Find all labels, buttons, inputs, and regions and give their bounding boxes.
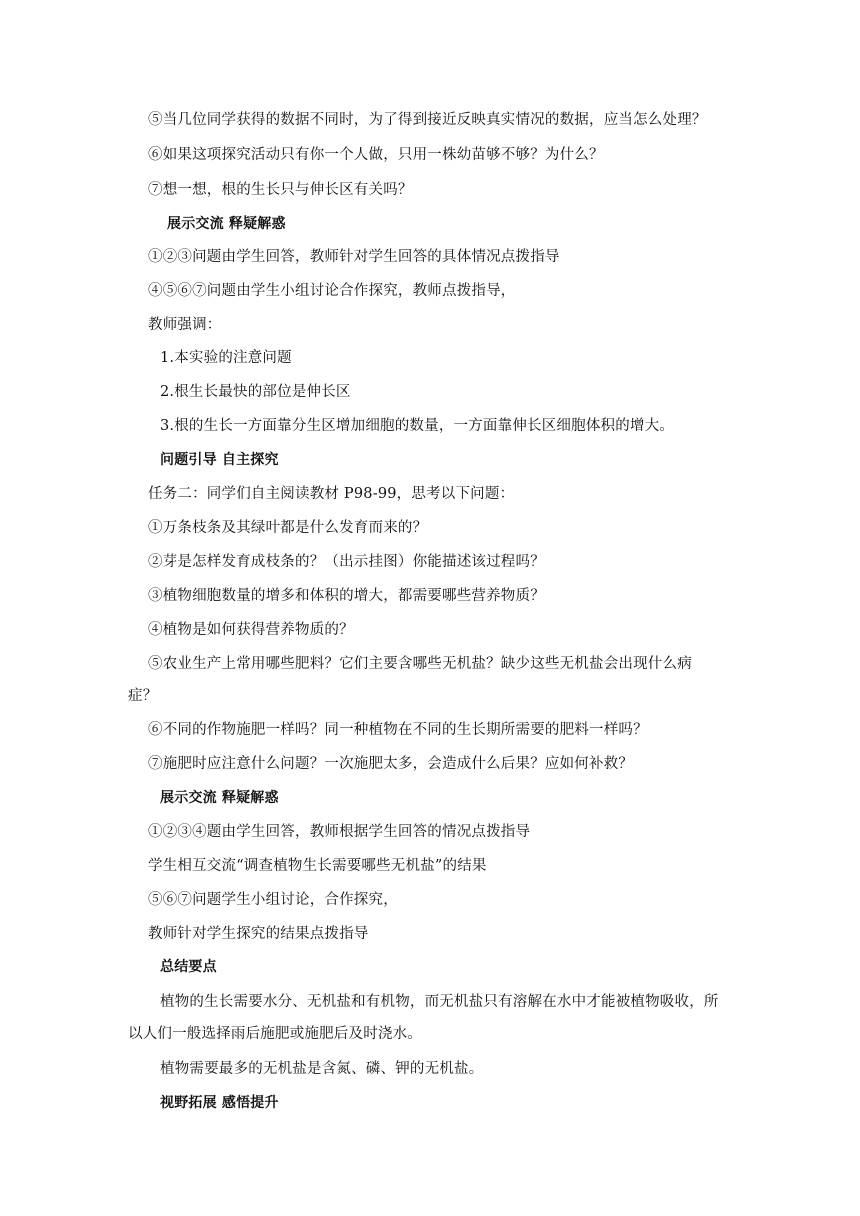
paragraph-answer-1-3: ①②③问题由学生回答，教师针对学生回答的具体情况点拨指导	[148, 249, 560, 265]
paragraph-teacher-emphasis: 教师强调：	[148, 317, 222, 333]
paragraph-task-question-7: ⑦施肥时应注意什么问题？一次施肥太多，会造成什么后果？应如何补救？	[148, 756, 634, 772]
paragraph-summary-1-cont: 以人们一般选择雨后施肥或施肥后及时浇水。	[128, 1026, 422, 1042]
section-heading-display-exchange-2: 展示交流 释疑解惑	[160, 790, 279, 806]
paragraph-answer-5-7: ⑤⑥⑦问题学生小组讨论，合作探究，	[148, 892, 398, 908]
section-heading-vision-expand: 视野拓展 感悟提升	[160, 1095, 279, 1111]
paragraph-teacher-guide: 教师针对学生探究的结果点拨指导	[148, 926, 369, 942]
section-heading-problem-guide: 问题引导 自主探究	[160, 452, 279, 468]
paragraph-exchange-survey: 学生相互交流“调查植物生长需要哪些无机盐”的结果	[148, 858, 487, 874]
paragraph-task-2: 任务二：同学们自主阅读教材 P98-99，思考以下问题：	[148, 486, 515, 502]
paragraph-question-6: ⑥如果这项探究活动只有你一个人做，只用一株幼苗够不够？为什么？	[148, 147, 604, 163]
paragraph-task-question-2: ②芽是怎样发育成枝条的？（出示挂图）你能描述该过程吗？	[148, 554, 545, 570]
paragraph-question-7: ⑦想一想，根的生长只与伸长区有关吗？	[148, 182, 413, 198]
list-item-1: 1.本实验的注意问题	[160, 350, 292, 366]
paragraph-question-5: ⑤当几位同学获得的数据不同时，为了得到接近反映真实情况的数据，应当怎么处理？	[148, 112, 707, 128]
paragraph-task-question-6: ⑥不同的作物施肥一样吗？同一种植物在不同的生长期所需要的肥料一样吗？	[148, 722, 648, 738]
section-heading-summary: 总结要点	[160, 959, 217, 975]
paragraph-task-question-5: ⑤农业生产上常用哪些肥料？它们主要含哪些无机盐？缺少这些无机盐会出现什么病	[148, 656, 692, 672]
list-item-3: 3.根的生长一方面靠分生区增加细胞的数量，一方面靠伸长区细胞体积的增大。	[160, 418, 675, 434]
paragraph-task-question-3: ③植物细胞数量的增多和体积的增大，都需要哪些营养物质？	[148, 588, 545, 604]
paragraph-answer-4-7: ④⑤⑥⑦问题由学生小组讨论合作探究，教师点拨指导，	[148, 283, 516, 299]
section-heading-display-exchange: 展示交流 释疑解惑	[167, 216, 286, 232]
paragraph-answer-1-4: ①②③④题由学生回答，教师根据学生回答的情况点拨指导	[148, 824, 531, 840]
paragraph-task-question-1: ①万条枝条及其绿叶都是什么发育而来的？	[148, 520, 428, 536]
list-item-2: 2.根生长最快的部位是伸长区	[160, 384, 351, 400]
paragraph-task-question-4: ④植物是如何获得营养物质的？	[148, 622, 354, 638]
paragraph-summary-2: 植物需要最多的无机盐是含氮、磷、钾的无机盐。	[160, 1061, 484, 1077]
paragraph-task-question-5-cont: 症？	[128, 688, 158, 704]
paragraph-summary-1: 植物的生长需要水分、无机盐和有机物，而无机盐只有溶解在水中才能被植物吸收，所	[160, 994, 719, 1010]
